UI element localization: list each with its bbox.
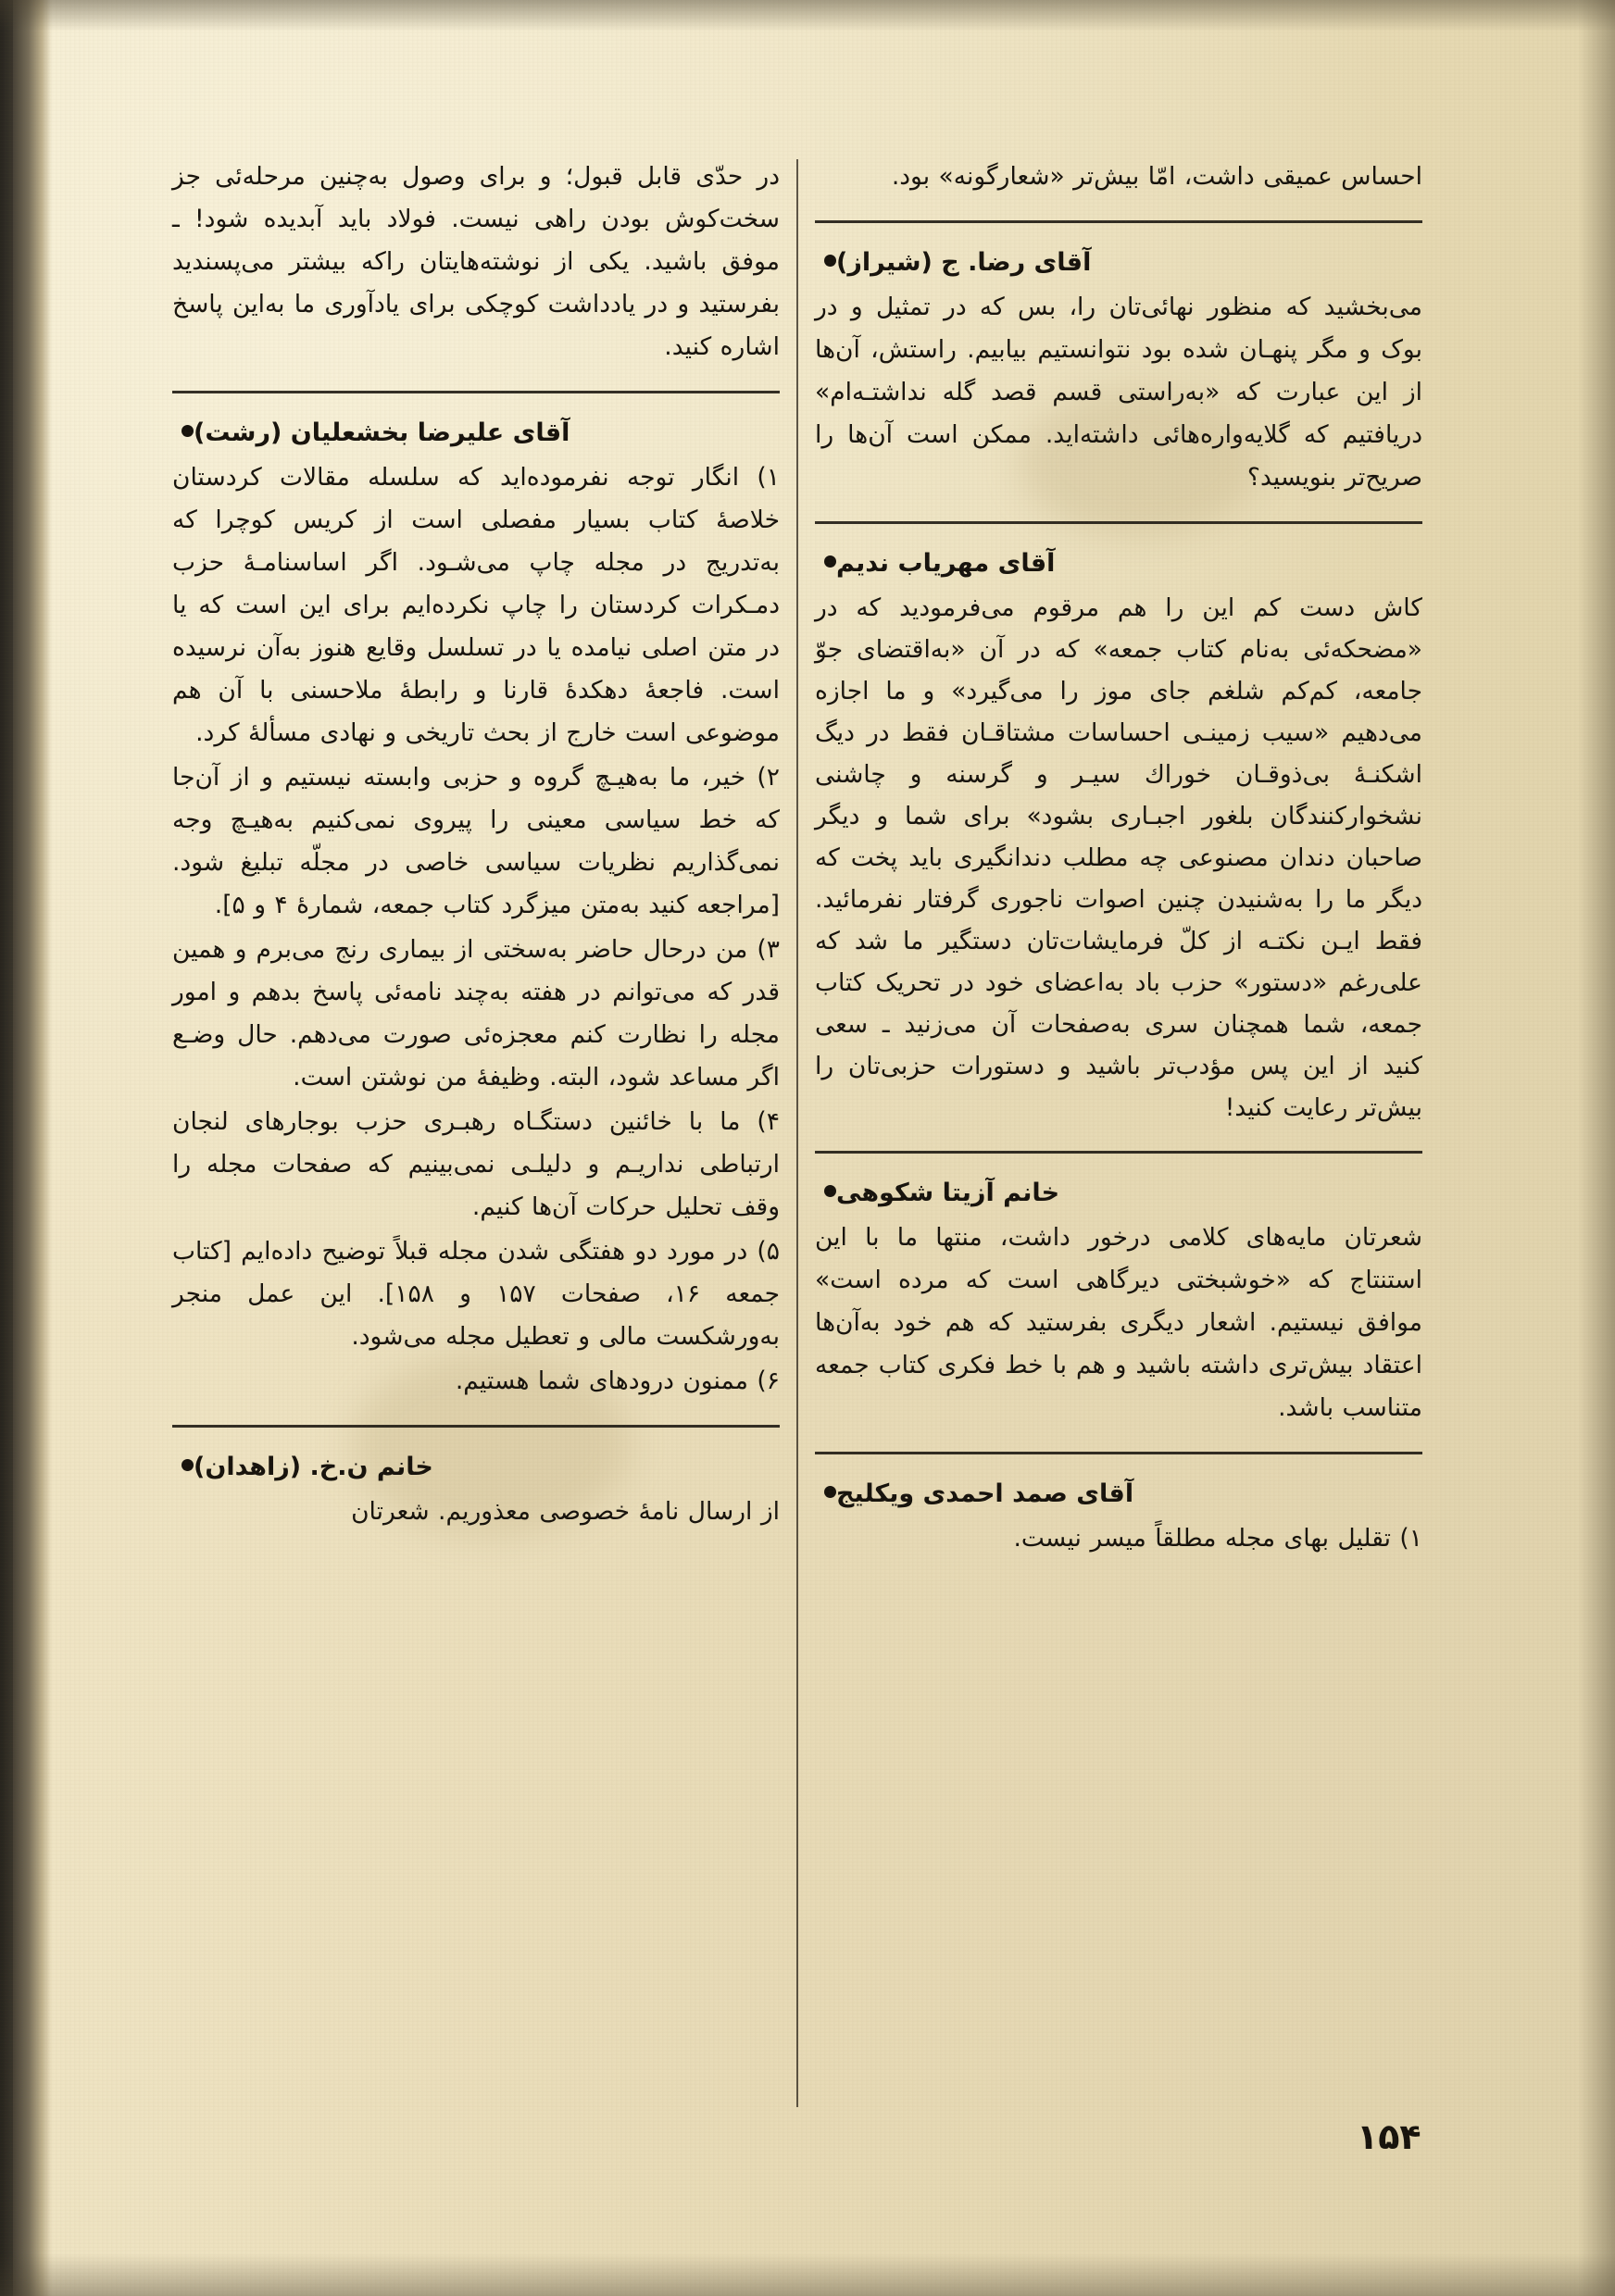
page-number: ۱۵۴ xyxy=(1357,2116,1421,2157)
section-divider xyxy=(815,1452,1422,1454)
letter-heading xyxy=(172,1446,780,1489)
paragraph: از ارسال نامهٔ خصوصی معذوریم. شعرتان xyxy=(351,1497,780,1526)
letter-heading xyxy=(172,412,780,455)
section-divider xyxy=(815,220,1422,223)
paragraph: ۲) خیر، ما به‌هیـچ گروه و حزبی وابسته نیستیم و از آن‌جا که خط سیاسی معینی را پیروی نمی‌کنیم به‌هیـچ وجه نمی‌گذاریم نظریات سیاسی خاصی در مجلّه تبلیغ شود. [مراجعه کنید به‌متن میزگرد کتاب جمعه، شمارهٔ ۴ و ۵]. xyxy=(172,763,780,919)
heading-text: خانم ن.خ. (زاهدان) xyxy=(194,1453,433,1481)
paragraph: احساس عمیقی داشت، امّا بیش‌تر «شعارگونه» بود. xyxy=(891,162,1422,191)
paragraph: ۵) در مورد دو هفتگی شدن مجله قبلاً توضیح داده‌ایم [کتاب جمعه ۱۶، صفحات ۱۵۷ و ۱۵۸]. این عمل منجر به‌ورشکست مالی و تعطیل مجله می‌شود. xyxy=(172,1237,780,1351)
section-divider xyxy=(172,391,780,393)
heading-text: خانم آزیتا شکوهی xyxy=(836,1179,1060,1207)
paragraph: در حدّی قابل قبول؛ و برای وصول به‌چنین مرحله‌ئی جز سخت‌کوش بودن راهی نیست. فولاد باید آبدیده شود! ـ موفق باشید. یکی از نوشته‌هایتان راکه بیشتر می‌پسندید بفرستید و در یادداشت کوچکی برای یادآوری ما به‌این پاسخ اشاره کنید. xyxy=(172,162,780,361)
bullet-icon xyxy=(824,1185,836,1197)
paragraph: شعرتان مایه‌های کلامی درخور داشت، منتها ما با این استنتاج که «خوشبختی دیرگاهی است که مرده است» موافق نیستیم. اشعار دیگری بفرستید که هم خود به‌آن‌ها اعتقاد بیش‌تری داشته باشید و هم با خط فکری کتاب جمعه متناسب باشد. xyxy=(815,1223,1422,1422)
two-column-body xyxy=(139,156,1454,2137)
column-right xyxy=(141,156,780,2137)
heading-text: آقای رضا. ج (شیراز) xyxy=(836,248,1092,277)
paragraph: کاش دست کم این را هم مرقوم می‌فرمودید که در «مضحکه‌ئی به‌نام کتاب جمعه» که در آن «به‌اقتضای جوّ جامعه، کم‌کم شلغم جای موز را می‌گیرد» و ما اجازه می‌دهیم «سیب زمینـی احساسات مشتاقـان فقط در دیگ اشکنـهٔ بی‌ذوقـان خوراك سیـر و گرسنه و چاشنی نشخوارکنندگان بلغور اجبـاری بشود» برای شما و دیگر صاحبان دندان مصنوعی چه مطلب دندانگیری باید پخت که دیگر ما را به‌شنیدن چنین اصوات ناجوری گرفتار نفرمائید. فقط ایـن نکتـه از کلّ فرمایشات‌تان دستگیر ما شد که علی‌رغم «دستور» حزب باد به‌اعضای خود در تحریک کتاب جمعه، شما همچنان سری به‌صفحات آن می‌زنید ـ سعی کنید از این پس مؤدب‌تر باشید و دستورات حزبی‌تان را بیش‌تر رعایت کنید! xyxy=(815,593,1422,1122)
section-divider xyxy=(815,521,1422,524)
bullet-icon xyxy=(824,1486,836,1498)
bullet-icon xyxy=(824,255,836,267)
section-divider xyxy=(815,1151,1422,1154)
spine-edge xyxy=(0,0,13,2296)
paragraph: ۱) تقلیل بهای مجله مطلقاً میسر نیست. xyxy=(1013,1524,1422,1553)
page-shadow-top xyxy=(0,0,1615,31)
column-left xyxy=(815,156,1454,2137)
heading-text: آقای علیرضا بخشعلیان (رشت) xyxy=(194,418,570,447)
letter-heading xyxy=(815,1473,1422,1516)
paragraph: ۶) ممنون درودهای شما هستیم. xyxy=(455,1366,780,1395)
paragraph: می‌بخشید که منظور نهائی‌تان را، بس که در تمثیل و در بوک و مگر پنهـان شده بود نتوانستیم بیابیم. راستش، آن‌ها از این عبارت که «به‌راستی قسم قصد گله نداشتـه‌ام» دریافتیم که گلایه‌واره‌هائی داشته‌اید. ممکن است آن‌ها را صریح‌تر بنویسید؟ xyxy=(815,293,1422,492)
page-shadow-right xyxy=(1578,0,1615,2296)
bullet-icon xyxy=(182,425,194,437)
letter-heading xyxy=(815,242,1422,284)
paragraph: ۱) انگار توجه نفرموده‌اید که سلسله مقالات کردستان خلاصهٔ کتاب بسیار مفصلی است از کریس کوچرا که به‌تدریج در مجله چاپ می‌شـود. اگر اساسنامـهٔ حزب دمـکرات کردستان را چاپ نکرده‌ایم برای این است که یا در متن اصلی نیامده یا در تسلسل وقایع هنوز به‌آن نرسیده است. فاجعهٔ دهکدهٔ قارنا و رابطهٔ ملاحسنی با آن هم موضوعی است خارج از بحث تاریخی و نهادی مسألهٔ کرد. xyxy=(172,463,780,747)
heading-text: آقای صمد احمدی ویکلیج xyxy=(836,1479,1134,1508)
page-shadow-bottom xyxy=(0,2253,1615,2296)
paragraph: ۴) ما با خائنین دستگـاه رهبـری حزب بوجارهای لنجان ارتباطی نداریـم و دلیلـی نمی‌بینیم که صفحات مجله را وقف تحلیل حرکات آن‌ها کنیم. xyxy=(172,1107,780,1221)
paragraph: ۳) من درحال حاضر به‌سختی از بیماری رنج می‌برم و همین قدر که می‌توانم در هفته به‌چند نامه‌ئی پاسخ بدهم و امور مجله را نظارت کنم معجزه‌ئی صورت می‌دهم. حال وضـع اگر مساعد شود، البته. وظیفهٔ من نوشتن است. xyxy=(172,935,780,1092)
column-divider xyxy=(796,159,798,2107)
bullet-icon xyxy=(824,555,836,568)
letter-heading xyxy=(815,543,1422,585)
book-spine-shadow xyxy=(0,0,52,2296)
heading-text: آقای مهریاب ندیم xyxy=(836,549,1056,578)
letter-heading xyxy=(815,1172,1422,1215)
section-divider xyxy=(172,1425,780,1428)
bullet-icon xyxy=(182,1459,194,1471)
